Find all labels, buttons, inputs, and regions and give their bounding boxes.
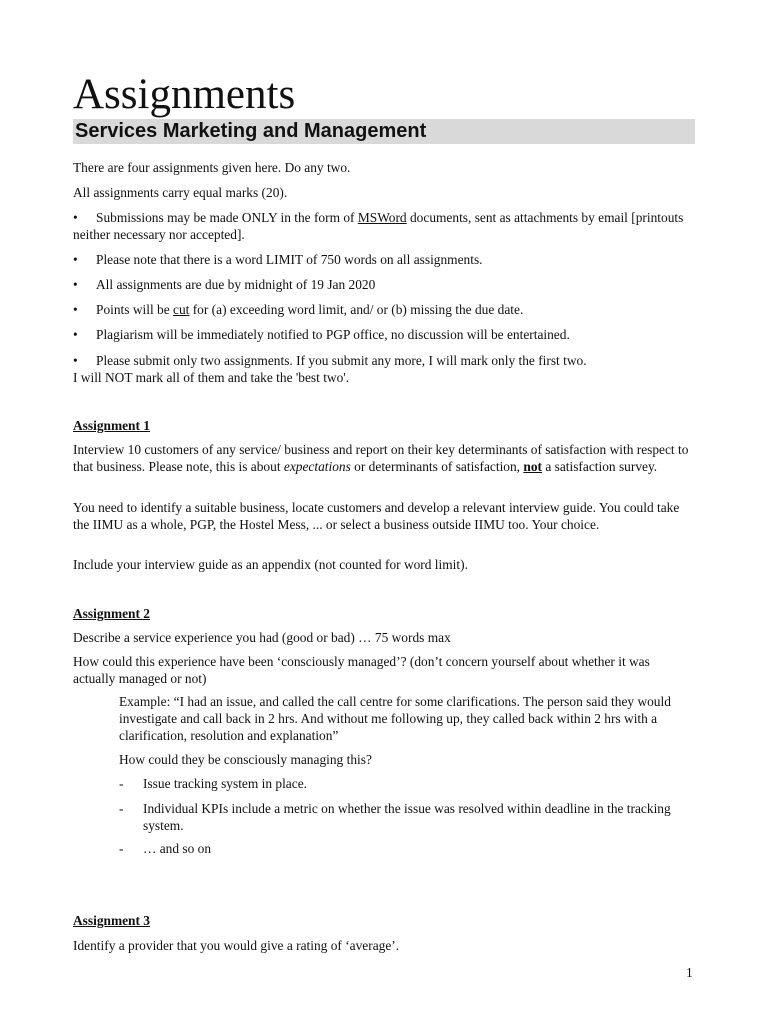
bullet-dot: •: [73, 277, 78, 292]
assignment-1-paragraph-2: You need to identify a suitable business, locate customers and develop a relevant interview guide. You could take the IIMU as a whole, PGP, the Hostel Mess, ... or select a business outside IIMU too. Your choice.: [73, 500, 680, 532]
dash-item: - … and so on: [119, 841, 212, 856]
assignment-3-paragraph-1: Identify a provider that you would give a rating of ‘average’.: [73, 938, 400, 953]
dash-item: - Issue tracking system in place.: [119, 776, 307, 791]
assignment-3-heading: Assignment 3: [73, 913, 151, 928]
assignment-2-paragraph-2: How could this experience have been ‘consciously managed’? (don’t concern yourself about whether it was actually managed or not): [73, 654, 650, 686]
intro-line-2: All assignments carry equal marks (20).: [73, 185, 288, 200]
expectations-emphasis: expectations: [283, 459, 351, 474]
assignment-2-example: Example: “I had an issue, and called the call centre for some clarifications. The person said they would investigate and call back in 2 hrs. And without me following up, they called back within 2 hrs with a clarification, resolution and explanation”: [119, 694, 671, 743]
intro-line-1: There are four assignments given here. Do any two.: [73, 160, 351, 175]
bullet-dot: •: [73, 252, 78, 267]
dash-mark: -: [119, 776, 124, 791]
bullet-plagiarism: • Plagiarism will be immediately notified to PGP office, no discussion will be entertained.: [73, 327, 570, 342]
document-subtitle: Services Marketing and Management: [73, 119, 695, 144]
assignment-2-heading: Assignment 2: [73, 606, 151, 621]
bullet-penalty: • Points will be cut for (a) exceeding word limit, and/ or (b) missing the due date.: [73, 302, 524, 317]
not-emphasis: not: [523, 459, 542, 474]
bullet-submission: • Submissions may be made ONLY in the form of MSWord documents, sent as attachments by email [printouts neither necessary nor accepted].: [73, 210, 684, 242]
bullet-dot: •: [73, 210, 78, 225]
dash-mark: -: [119, 801, 124, 816]
dash-item: - Individual KPIs include a metric on whether the issue was resolved within deadline in the tracking system.: [119, 801, 671, 833]
bullet-word-limit: • Please note that there is a word LIMIT of 750 words on all assignments.: [73, 252, 483, 267]
assignment-1-paragraph-1: Interview 10 customers of any service/ business and report on their key determinants of satisfaction with respect to that business. Please note, this is about expectations or determinants of satisfaction, not a satisfaction survey.: [73, 442, 689, 474]
bullet-dot: •: [73, 327, 78, 342]
assignment-2-question: How could they be consciously managing this?: [119, 752, 372, 767]
bullet-due-date: • All assignments are due by midnight of 19 Jan 2020: [73, 277, 376, 292]
msword-term: MSWord: [357, 210, 407, 225]
cut-term: cut: [173, 302, 190, 317]
bullet-submit-two: • Please submit only two assignments. If you submit any more, I will mark only the first two. I will NOT mark all of them and take the 'best two'.: [73, 353, 587, 385]
assignment-1-heading: Assignment 1: [73, 418, 151, 433]
bullet-dot: •: [73, 353, 78, 368]
page-number: 1: [686, 965, 693, 980]
document-title: Assignments: [73, 71, 296, 118]
assignment-2-paragraph-1: Describe a service experience you had (good or bad) … 75 words max: [73, 630, 451, 645]
bullet-dot: •: [73, 302, 78, 317]
assignment-1-paragraph-3: Include your interview guide as an appendix (not counted for word limit).: [73, 557, 468, 572]
dash-mark: -: [119, 841, 124, 856]
